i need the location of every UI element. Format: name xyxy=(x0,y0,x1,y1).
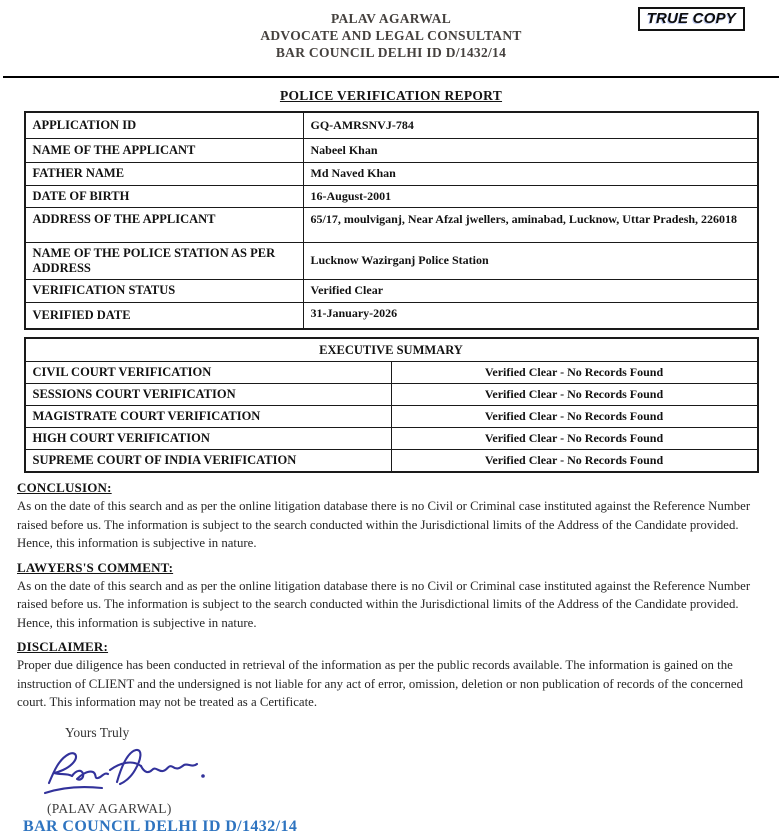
table-row xyxy=(25,450,758,473)
executive-summary-table xyxy=(24,337,759,473)
lawyers-comment-heading: LAWYERS'S COMMENT: xyxy=(17,559,174,575)
table-row xyxy=(25,428,758,450)
signatory-name: (PALAV AGARWAL) xyxy=(47,800,172,816)
salutation: Yours Truly xyxy=(65,724,130,740)
table-row xyxy=(25,112,758,138)
table-row xyxy=(25,242,758,279)
detail-label: NAME OF THE APPLICANT xyxy=(25,138,304,162)
detail-value: Lucknow Wazirganj Police Station xyxy=(303,242,758,279)
header-divider xyxy=(3,76,779,78)
detail-value: Md Naved Khan xyxy=(303,162,758,185)
detail-label: VERIFIED DATE xyxy=(25,302,304,329)
detail-value: Verified Clear xyxy=(303,279,758,302)
table-row xyxy=(25,406,758,428)
executive-summary-title: EXECUTIVE SUMMARY xyxy=(25,338,758,362)
detail-value: 31-January-2026 xyxy=(303,302,758,329)
detail-value: GQ-AMRSNVJ-784 xyxy=(303,112,758,138)
signature-ink-icon xyxy=(39,743,219,801)
table-row xyxy=(25,138,758,162)
advocate-bar-council-id: BAR COUNCIL DELHI ID D/1432/14 xyxy=(275,45,507,60)
summary-value: Verified Clear - No Records Found xyxy=(391,362,758,384)
table-row xyxy=(25,302,758,329)
detail-label: FATHER NAME xyxy=(25,162,304,185)
signatory-bar-council-id: BAR COUNCIL DELHI ID D/1432/14 xyxy=(23,817,298,835)
detail-label: NAME OF THE POLICE STATION AS PER ADDRESS xyxy=(25,242,304,279)
true-copy-stamp: TRUE COPY xyxy=(638,7,745,31)
summary-label: SUPREME COURT OF INDIA VERIFICATION xyxy=(25,450,392,473)
summary-label: CIVIL COURT VERIFICATION xyxy=(25,362,392,384)
advocate-role: ADVOCATE AND LEGAL CONSULTANT xyxy=(260,28,522,43)
summary-value: Verified Clear - No Records Found xyxy=(391,384,758,406)
summary-value: Verified Clear - No Records Found xyxy=(391,428,758,450)
advocate-name: PALAV AGARWAL xyxy=(330,11,452,26)
detail-label: VERIFICATION STATUS xyxy=(25,279,304,302)
applicant-details-table xyxy=(24,111,759,330)
detail-value: Nabeel Khan xyxy=(303,138,758,162)
detail-label: DATE OF BIRTH xyxy=(25,185,304,207)
table-row xyxy=(25,279,758,302)
detail-label: ADDRESS OF THE APPLICANT xyxy=(25,207,304,242)
conclusion-heading: CONCLUSION: xyxy=(17,480,112,495)
disclaimer-text: Proper due diligence has been conducted in retrieval of the information as per the public records available. The information is gained on the instruction of CLIENT and the undersigned is not liable for any act of error, omission, deletion or non publication of records of the concerned court. This information may not be treated as a Certificate. xyxy=(17,658,743,709)
lawyers-comment-text: As on the date of this search and as per the online litigation database there is no Civil or Criminal case instituted against the Reference Number raised before us. The information is subject to the search conducted within the Jurisdictional limits of the Address of the Candidate provided. Hence, this information is subjective in nature. xyxy=(17,578,751,630)
section-conclusion xyxy=(17,480,765,553)
table-row xyxy=(25,185,758,207)
section-lawyers-comment xyxy=(17,560,765,633)
summary-label: MAGISTRATE COURT VERIFICATION xyxy=(25,406,392,428)
detail-value: 65/17, moulviganj, Near Afzal jwellers, aminabad, Lucknow, Uttar Pradesh, 226018 xyxy=(303,207,758,242)
table-row xyxy=(25,362,758,384)
table-row xyxy=(25,207,758,242)
handwritten-signature xyxy=(39,743,765,801)
section-disclaimer xyxy=(17,639,765,712)
summary-label: SESSIONS COURT VERIFICATION xyxy=(25,384,392,406)
summary-value: Verified Clear - No Records Found xyxy=(391,450,758,473)
table-row xyxy=(25,384,758,406)
table-row xyxy=(25,162,758,185)
summary-label: HIGH COURT VERIFICATION xyxy=(25,428,392,450)
detail-label: APPLICATION ID xyxy=(25,112,304,138)
summary-value: Verified Clear - No Records Found xyxy=(391,406,758,428)
disclaimer-heading: DISCLAIMER: xyxy=(17,639,109,654)
report-title: POLICE VERIFICATION REPORT xyxy=(279,88,503,103)
detail-value: 16-August-2001 xyxy=(303,185,758,207)
conclusion-text: As on the date of this search and as per the online litigation database there is no Civil or Criminal case instituted against the Reference Number raised before us. The information is subject to the search conducted within the Jurisdictional limits of the Address of the Candidate provided. Hence, this information is subjective in nature. xyxy=(17,499,751,550)
table-row xyxy=(25,338,758,362)
